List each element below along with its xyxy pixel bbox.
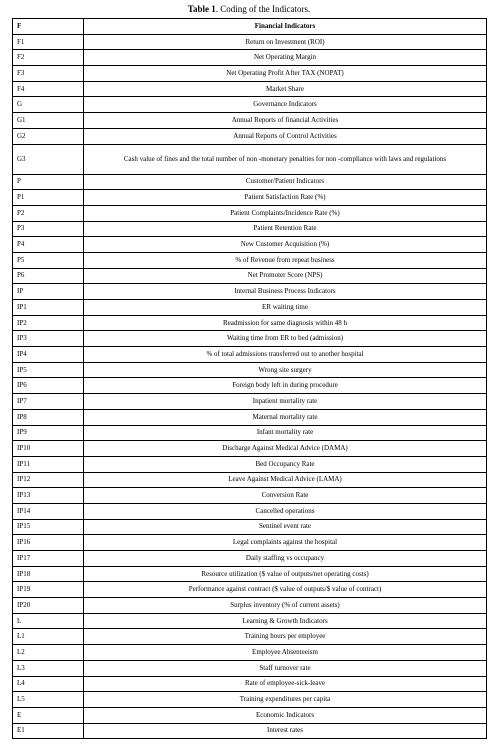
indicator-code-cell: IP4	[13, 347, 84, 363]
table-caption	[0, 2, 498, 16]
indicator-name-cell: Economic Indicators	[84, 707, 487, 723]
indicator-name-cell: Wrong site surgery	[84, 362, 487, 378]
indicator-name-cell: Return on Investment (ROI)	[84, 34, 487, 50]
indicator-code-cell: L4	[13, 676, 84, 692]
indicator-code-cell: L	[13, 613, 84, 629]
table-row	[13, 472, 487, 488]
indicator-name-cell: Daily staffing vs occupancy	[84, 551, 487, 567]
indicator-code-cell: L2	[13, 645, 84, 661]
table-row	[13, 598, 487, 614]
table-row	[13, 205, 487, 221]
indicator-name-cell: Discharge Against Medical Advice (DAMA)	[84, 441, 487, 457]
indicator-name-cell: Learning & Growth Indicators	[84, 613, 487, 629]
indicator-name-cell: Rate of employee-sick-leave	[84, 676, 487, 692]
indicator-name-cell: Bed Occupancy Rate	[84, 456, 487, 472]
indicator-code-cell: L5	[13, 692, 84, 708]
indicator-name-cell: Annual Reports of financial Activities	[84, 113, 487, 129]
indicator-coding-table	[12, 18, 487, 739]
indicator-code-cell: IP17	[13, 551, 84, 567]
indicator-code-cell: G	[13, 97, 84, 113]
table-row	[13, 660, 487, 676]
indicator-name-cell: Legal complaints against the hospital	[84, 535, 487, 551]
indicator-name-cell: Market Share	[84, 81, 487, 97]
table-row	[13, 566, 487, 582]
table-row	[13, 582, 487, 598]
table-row	[13, 268, 487, 284]
indicator-name-cell: Training hours per employee	[84, 629, 487, 645]
indicator-code-cell: IP9	[13, 425, 84, 441]
indicator-code-cell: L1	[13, 629, 84, 645]
table-row	[13, 441, 487, 457]
table-row	[13, 519, 487, 535]
indicator-code-cell: IP14	[13, 503, 84, 519]
indicator-code-cell: F2	[13, 50, 84, 66]
table-row	[13, 456, 487, 472]
table-row	[13, 535, 487, 551]
table-row	[13, 331, 487, 347]
indicator-code-cell: F1	[13, 34, 84, 50]
indicator-name-cell: Internal Business Process Indicators	[84, 284, 487, 300]
indicator-code-cell: IP5	[13, 362, 84, 378]
indicator-name-cell: Patient Retention Rate	[84, 221, 487, 237]
table-row	[13, 692, 487, 708]
table-row	[13, 50, 487, 66]
indicator-name-cell: Patient Complaints/Incidence Rate (%)	[84, 205, 487, 221]
table-row	[13, 503, 487, 519]
table-row	[13, 128, 487, 144]
table-row	[13, 174, 487, 190]
indicator-code-cell: F3	[13, 66, 84, 82]
indicator-name-cell: Surplus inventory (% of current assets)	[84, 598, 487, 614]
table-row	[13, 34, 487, 50]
indicator-code-cell: P1	[13, 190, 84, 206]
indicator-code-cell: IP20	[13, 598, 84, 614]
table-row	[13, 190, 487, 206]
indicator-code-cell: IP11	[13, 456, 84, 472]
indicator-code-cell: G2	[13, 128, 84, 144]
table-row	[13, 409, 487, 425]
indicator-code-cell: IP10	[13, 441, 84, 457]
indicator-name-cell: % of total admissions transferred out to another hospital	[84, 347, 487, 363]
indicator-code-cell: IP19	[13, 582, 84, 598]
indicator-name-cell: Net Operating Margin	[84, 50, 487, 66]
indicator-name-cell: Foreign body left in during procedure	[84, 378, 487, 394]
indicator-code-cell: IP7	[13, 394, 84, 410]
indicator-name-cell: Employee Absenteeism	[84, 645, 487, 661]
indicator-code-cell: F4	[13, 81, 84, 97]
table-row	[13, 676, 487, 692]
indicator-code-cell: P	[13, 174, 84, 190]
indicator-name-cell: Patient Satisfaction Rate (%)	[84, 190, 487, 206]
table-row	[13, 144, 487, 174]
table-row	[13, 362, 487, 378]
indicator-code-cell: E	[13, 707, 84, 723]
table-row	[13, 97, 487, 113]
indicator-code-cell: IP8	[13, 409, 84, 425]
table-row	[13, 113, 487, 129]
indicator-code-cell: P3	[13, 221, 84, 237]
indicator-name-cell: Interest rates	[84, 723, 487, 739]
table-row	[13, 613, 487, 629]
header-code-cell: F	[13, 19, 84, 35]
indicator-name-cell: Cash value of fines and the total number of non -monetary penalties for non -compliance with laws and regulations	[84, 144, 487, 174]
table-row	[13, 252, 487, 268]
table-row	[13, 488, 487, 504]
table-row	[13, 300, 487, 316]
indicator-code-cell: G3	[13, 144, 84, 174]
table-caption-label: Table 1	[187, 4, 216, 14]
table-row	[13, 237, 487, 253]
indicator-code-cell: IP	[13, 284, 84, 300]
table-row	[13, 425, 487, 441]
indicator-name-cell: Performance against contract ($ value of outputs/$ value of contract)	[84, 582, 487, 598]
indicator-code-cell: IP6	[13, 378, 84, 394]
indicator-name-cell: Inpatient mortality rate	[84, 394, 487, 410]
indicator-name-cell: Staff turnover rate	[84, 660, 487, 676]
table-row	[13, 394, 487, 410]
indicator-code-cell: IP16	[13, 535, 84, 551]
indicator-code-cell: IP3	[13, 331, 84, 347]
indicator-name-cell: % of Revenue from repeat business	[84, 252, 487, 268]
indicator-code-cell: P5	[13, 252, 84, 268]
table-row	[13, 629, 487, 645]
table-row	[13, 551, 487, 567]
indicator-name-cell: Waiting time from ER to bed (admission)	[84, 331, 487, 347]
indicator-code-cell: IP18	[13, 566, 84, 582]
table-row	[13, 723, 487, 739]
indicator-name-cell: Maternal mortality rate	[84, 409, 487, 425]
indicator-name-cell: Cancelled operations	[84, 503, 487, 519]
indicator-name-cell: ER waiting time	[84, 300, 487, 316]
table-row	[13, 378, 487, 394]
indicator-code-cell: IP12	[13, 472, 84, 488]
table-row	[13, 284, 487, 300]
indicator-name-cell: Leave Against Medical Advice (LAMA)	[84, 472, 487, 488]
indicator-code-cell: P2	[13, 205, 84, 221]
indicator-code-cell: P6	[13, 268, 84, 284]
indicator-name-cell: New Customer Acquisition (%)	[84, 237, 487, 253]
indicator-code-cell: IP13	[13, 488, 84, 504]
table-row	[13, 347, 487, 363]
table-caption-text: . Coding of the Indicators.	[215, 4, 311, 14]
indicator-name-cell: Conversion Rate	[84, 488, 487, 504]
indicator-code-cell: L3	[13, 660, 84, 676]
indicator-name-cell: Sentinel event rate	[84, 519, 487, 535]
table-row	[13, 221, 487, 237]
indicator-name-cell: Net Operating Profit After TAX (NOPAT)	[84, 66, 487, 82]
table-header-row	[13, 19, 487, 35]
table-row	[13, 81, 487, 97]
indicator-name-cell: Readmission for same diagnosis within 48 h	[84, 315, 487, 331]
indicator-name-cell: Resource utilization ($ value of outputs/net operating costs)	[84, 566, 487, 582]
table-row	[13, 645, 487, 661]
indicator-code-cell: IP1	[13, 300, 84, 316]
table-row	[13, 707, 487, 723]
indicator-code-cell: IP2	[13, 315, 84, 331]
indicator-name-cell: Annual Reports of Control Activities	[84, 128, 487, 144]
indicator-code-cell: G1	[13, 113, 84, 129]
indicator-name-cell: Infant mortality rate	[84, 425, 487, 441]
indicator-code-cell: P4	[13, 237, 84, 253]
indicator-code-cell: E1	[13, 723, 84, 739]
table-body	[13, 19, 487, 739]
header-indicator-cell: Financial Indicators	[84, 19, 487, 35]
indicator-name-cell: Customer/Patient Indicators	[84, 174, 487, 190]
indicator-name-cell: Governance Indicators	[84, 97, 487, 113]
indicator-name-cell: Training expenditures per capita	[84, 692, 487, 708]
indicator-code-cell: IP15	[13, 519, 84, 535]
indicator-name-cell: Net Promoter Score (NPS)	[84, 268, 487, 284]
table-row	[13, 66, 487, 82]
table-row	[13, 315, 487, 331]
